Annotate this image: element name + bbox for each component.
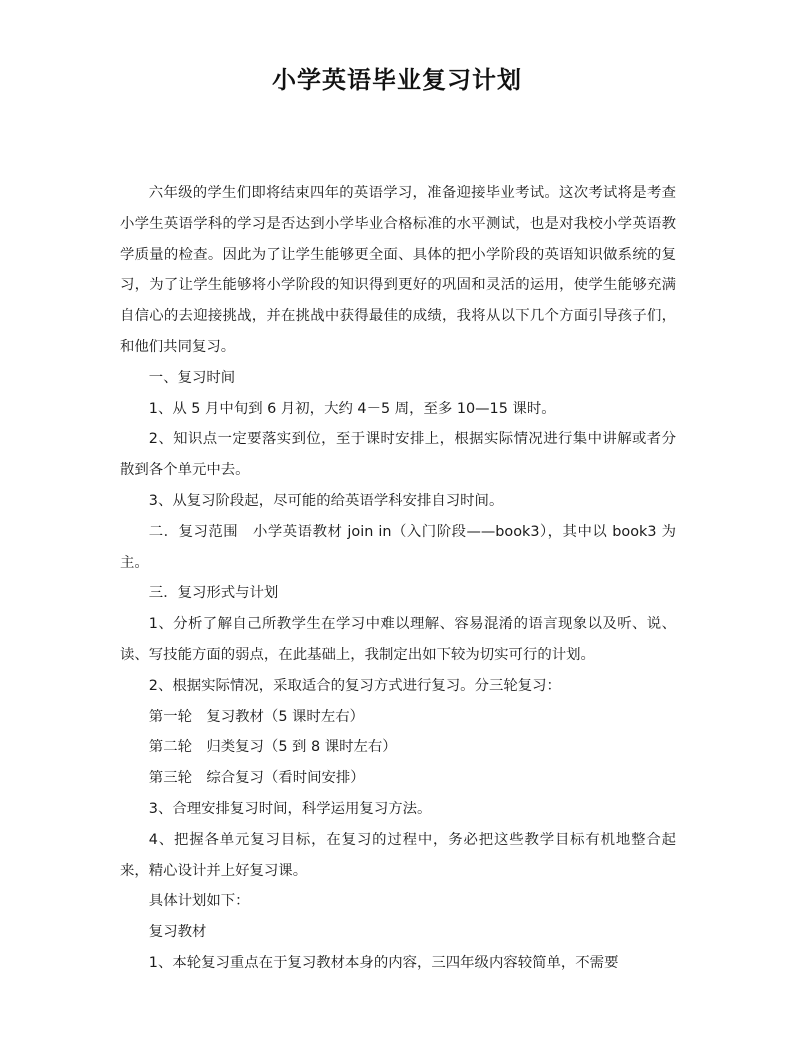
intro-paragraph: 六年级的学生们即将结束四年的英语学习，准备迎接毕业考试。这次考试将是考查小学生英语学科的学习是否达到小学毕业合格标准的水平测试，也是对我校小学英语教学质量的检查。因此为了让学生能够更全面、具体的把小学阶段的英语知识做系统的复习，为了让学生能够将小学阶段的知识得到更好的巩固和灵活的运用，使学生能够充满自信心的去迎接挑战，并在挑战中获得最佳的成绩，我将从以下几个方面引导孩子们，和他们共同复习。	[120, 185, 676, 355]
review-time-item-1: 1、从 5 月中旬到 6 月初，大约 4－5 周，至多 10—15 课时。	[148, 400, 556, 417]
document-title: 小学英语毕业复习计划	[272, 65, 522, 94]
review-plan-item-2: 2、根据实际情况，采取适合的复习方式进行复习。分三轮复习：	[148, 677, 561, 694]
section-heading-review-plan: 三．复习形式与计划	[148, 585, 279, 602]
review-round-2: 第二轮 归类复习（5 到 8 课时左右）	[148, 739, 397, 756]
review-plan-item-3: 3、合理安排复习时间，科学运用复习方法。	[148, 800, 432, 817]
section-heading-review-time: 一、复习时间	[148, 369, 236, 386]
section-heading-review-scope: 二．复习范围 小学英语教材 join in（入门阶段——book3），其中以 book3 为主。	[120, 523, 676, 571]
review-time-item-2: 2、知识点一定要落实到位，至于课时安排上，根据实际情况进行集中讲解或者分散到各个单元中去。	[120, 431, 676, 479]
review-round-3: 第三轮 综合复习（看时间安排）	[148, 770, 365, 787]
review-round-1: 第一轮 复习教材（5 课时左右）	[148, 708, 364, 725]
document-body	[120, 178, 676, 979]
review-time-item-3: 3、从复习阶段起，尽可能的给英语学科安排自习时间。	[148, 492, 504, 509]
subheading-review-textbook: 复习教材	[148, 924, 207, 941]
detailed-plan-label: 具体计划如下：	[148, 893, 250, 910]
textbook-review-item-1: 1、本轮复习重点在于复习教材本身的内容，三四年级内容较简单，不需要	[148, 954, 619, 971]
review-plan-item-1: 1、分析了解自己所教学生在学习中难以理解、容易混淆的语言现象以及听、说、读、写技能方面的弱点，在此基础上，我制定出如下较为切实可行的计划。	[120, 616, 676, 663]
review-plan-item-4: 4、把握各单元复习目标，在复习的过程中，务必把这些教学目标有机地整合起来，精心设计并上好复习课。	[120, 831, 676, 879]
